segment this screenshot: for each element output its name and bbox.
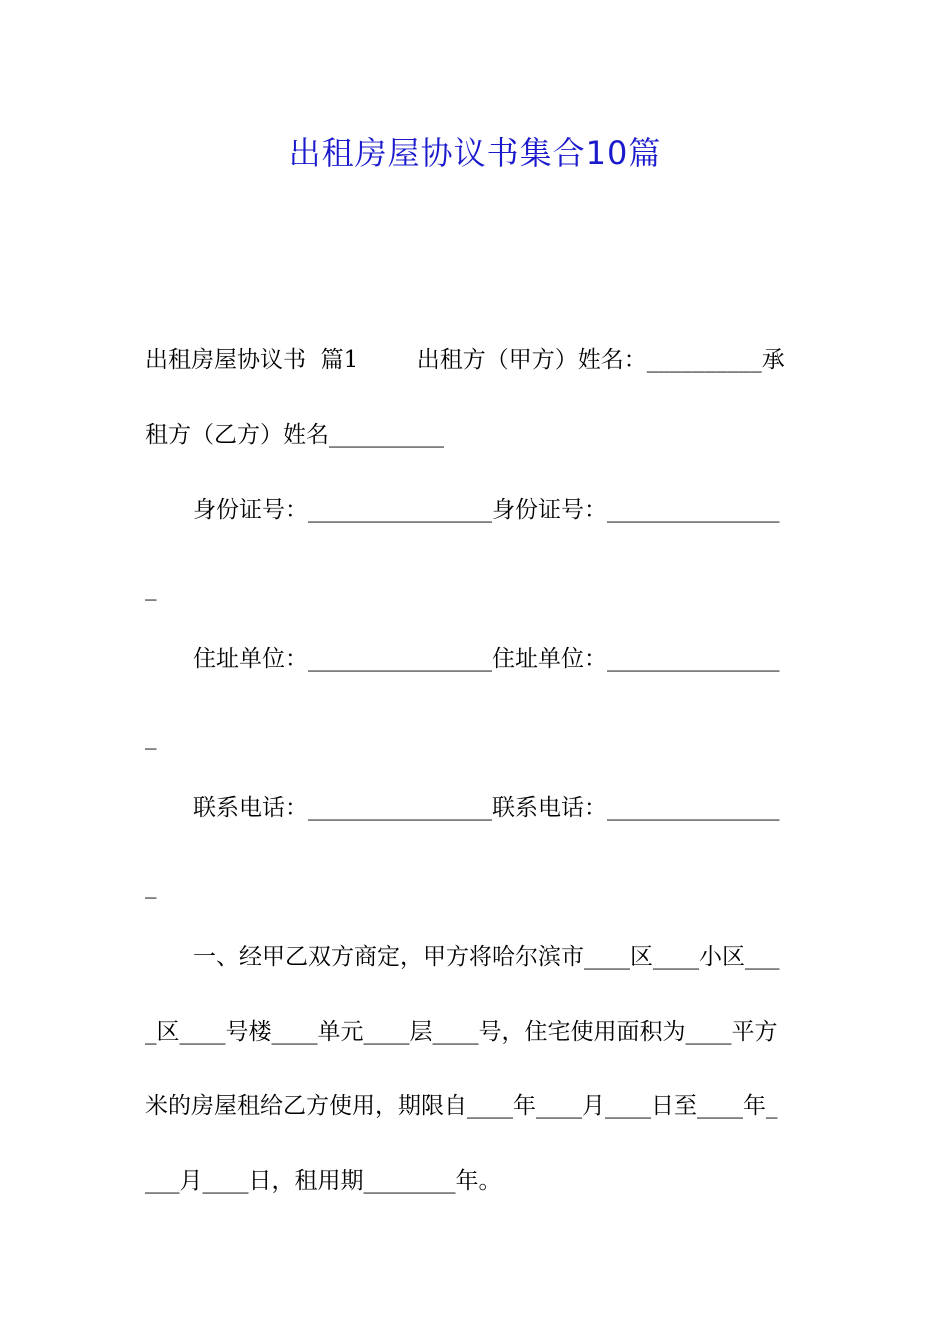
paragraph-line-2: 租方（乙方）姓名__________ xyxy=(145,422,444,448)
paragraph-line-1: 出租房屋协议书 篇1 出租方（甲方）姓名：__________承 xyxy=(145,347,785,373)
document-title: 出租房屋协议书集合10篇 xyxy=(288,134,662,172)
phone-line: 联系电话：________________联系电话：_______________ xyxy=(193,795,780,821)
id-number-line: 身份证号：________________身份证号：_______________ xyxy=(193,497,780,523)
clause-1-line-4: ___月____日，租用期________年。 xyxy=(145,1168,502,1194)
address-line-continuation: _ xyxy=(145,724,157,750)
phone-line-continuation: _ xyxy=(145,873,157,899)
address-line: 住址单位：________________住址单位：_______________ xyxy=(193,646,780,672)
id-number-line-continuation: _ xyxy=(145,575,157,601)
clause-1-line-1: 一、经甲乙双方商定，甲方将哈尔滨市____区____小区___ xyxy=(193,944,780,970)
clause-1-line-2: _区____号楼____单元____层____号，住宅使用面积为____平方 xyxy=(145,1019,778,1045)
clause-1-line-3: 米的房屋租给乙方使用，期限自____年____月____日至____年_ xyxy=(145,1093,778,1119)
